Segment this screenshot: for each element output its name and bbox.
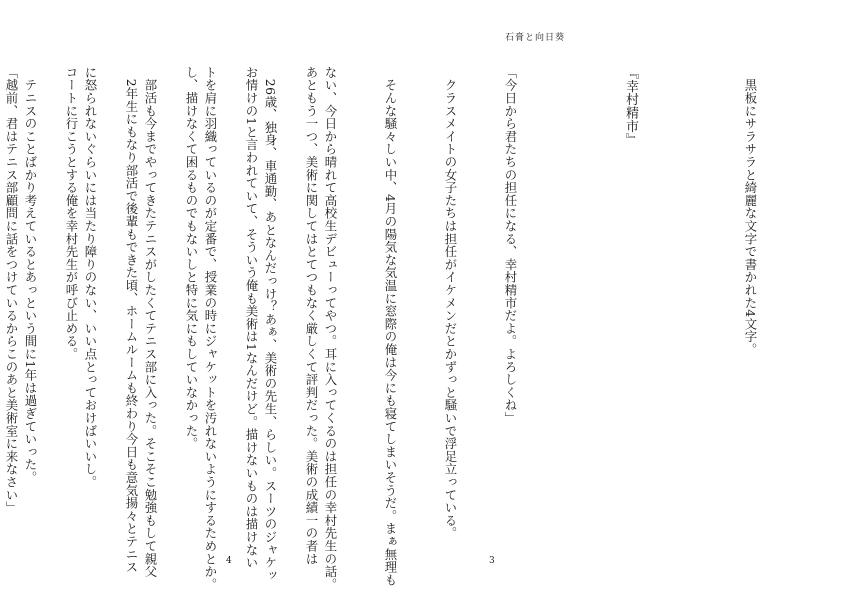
name-heading-line: 『幸村精市』 <box>623 66 638 147</box>
text-line: そんな騒々しい中、4月の陽気な気温に窓際の俺は今にも寝てしまいそうだ。まぁ無理も <box>383 66 398 587</box>
text-line: ない、今日から晴れて高校生デビューってやつ。耳に入ってくるのは担任の幸村先生の話。 <box>323 66 338 591</box>
text-line <box>680 66 700 536</box>
right-page-body <box>0 66 800 591</box>
text-line: お情けの1と言われていて、そういう俺も美術は1なんだけど。描けないものは描けない <box>244 66 259 569</box>
text-line: 「今日から君たちの担任になる、幸村精市だよ。よろしくね」 <box>503 66 518 425</box>
text-line: し、描けなくて困るものでもないしと特に気にもしていなかった。 <box>184 66 199 450</box>
text-line: に怒られないぐらいには当たり障りのない、いい点とっておけばいいし。 <box>83 66 98 489</box>
text-line: 26歳、独身、車通勤、あとなんだっけ？あぁ、美術の先生、らしい。スーツのジャケッ <box>263 66 278 582</box>
text-line: クラスメイトの女子たちは担任がイケメンだとかずっと騒いで浮足立っている。 <box>443 66 458 540</box>
text-line: トを肩に羽織っているのが定番で、授業の時にジャケットを汚れないようにするためとか。 <box>203 66 218 591</box>
text-line: コートに行こうとする俺を幸村先生が呼び止める。 <box>64 66 79 361</box>
text-line: テニスのことばかり考えているとあっという間に1年は過ぎていった。 <box>23 66 38 484</box>
text-line: 「越前、君はテニス部顧問に話をつけているからこのあと美術室に来なさい」 <box>4 66 19 514</box>
page-number-right: 3 <box>489 556 495 566</box>
text-line <box>560 66 580 536</box>
text-line: あともう一つ、美術に関してはとてつもなく厳しくて評判だった。美術の成績一の者は <box>304 66 319 566</box>
text-line: 2年生にもなり部活で後輩もできた頃、ホームルームも終わり今日も意気揚々とテニス <box>124 66 139 574</box>
text-line: 部活も今までやってきたテニスがしたくてテニス部に入った。そこそこ勉強もして親父 <box>143 66 158 578</box>
text-line: 黒板にサラサラと綺麗な文字で書かれた4文字。 <box>743 66 758 356</box>
page-number-left: 4 <box>226 556 232 566</box>
running-header-title: 石膏と向日葵 <box>505 33 566 43</box>
